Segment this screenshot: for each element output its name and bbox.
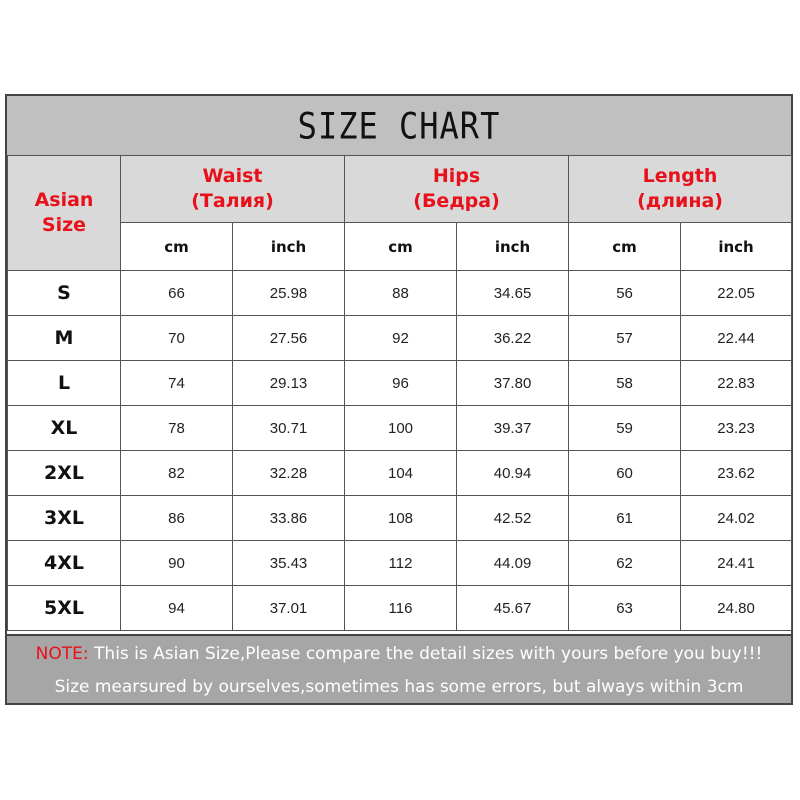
value-cell: 112: [345, 541, 457, 586]
note-line-2: Size mearsured by ourselves,sometimes has some errors, but always within 3cm: [54, 677, 744, 697]
value-cell: 94: [121, 586, 233, 631]
waist-header: [121, 156, 345, 223]
note-text: This is Asian Size,Please compare the detail sizes with yours before you buy!!!: [88, 644, 763, 664]
value-cell: 32.28: [233, 451, 345, 496]
unit-cell: inch: [233, 223, 345, 271]
table-row: [8, 361, 792, 406]
value-cell: 40.94: [457, 451, 569, 496]
value-cell: 116: [345, 586, 457, 631]
value-cell: 27.56: [233, 316, 345, 361]
value-cell: 37.80: [457, 361, 569, 406]
size-cell: 3XL: [8, 496, 121, 541]
value-cell: 86: [121, 496, 233, 541]
value-cell: 36.22: [457, 316, 569, 361]
value-cell: 24.41: [681, 541, 792, 586]
size-cell: L: [8, 361, 121, 406]
value-cell: 62: [569, 541, 681, 586]
table-row: [8, 316, 792, 361]
value-cell: 78: [121, 406, 233, 451]
table-row: [8, 586, 792, 631]
asian-size-header: [8, 156, 121, 271]
value-cell: 59: [569, 406, 681, 451]
unit-cell: cm: [345, 223, 457, 271]
size-cell: 4XL: [8, 541, 121, 586]
table-row: [8, 496, 792, 541]
size-cell: XL: [8, 406, 121, 451]
value-cell: 60: [569, 451, 681, 496]
size-cell: 2XL: [8, 451, 121, 496]
hips-sublabel: (Бедра): [413, 190, 500, 212]
hips-label: Hips: [432, 165, 481, 187]
size-cell: M: [8, 316, 121, 361]
waist-sublabel: (Талия): [191, 190, 274, 212]
value-cell: 90: [121, 541, 233, 586]
asian-size-label-line2: Size: [41, 214, 87, 236]
value-cell: 44.09: [457, 541, 569, 586]
length-header: [569, 156, 792, 223]
unit-cell: cm: [121, 223, 233, 271]
unit-cell: inch: [457, 223, 569, 271]
value-cell: 24.80: [681, 586, 792, 631]
value-cell: 22.83: [681, 361, 792, 406]
unit-row: [8, 223, 792, 271]
size-chart: [5, 94, 793, 705]
value-cell: 29.13: [233, 361, 345, 406]
value-cell: 96: [345, 361, 457, 406]
value-cell: 42.52: [457, 496, 569, 541]
unit-cell: cm: [569, 223, 681, 271]
hips-header: [345, 156, 569, 223]
value-cell: 70: [121, 316, 233, 361]
value-cell: 58: [569, 361, 681, 406]
value-cell: 88: [345, 271, 457, 316]
value-cell: 74: [121, 361, 233, 406]
unit-cell: inch: [681, 223, 792, 271]
chart-title: SIZE CHART: [297, 103, 501, 148]
value-cell: 23.62: [681, 451, 792, 496]
value-cell: 82: [121, 451, 233, 496]
table-row: [8, 451, 792, 496]
title-bar: [7, 96, 791, 157]
value-cell: 24.02: [681, 496, 792, 541]
value-cell: 23.23: [681, 406, 792, 451]
waist-label: Waist: [202, 165, 263, 187]
value-cell: 34.65: [457, 271, 569, 316]
value-cell: 22.44: [681, 316, 792, 361]
asian-size-label-line1: Asian: [34, 189, 94, 211]
value-cell: 30.71: [233, 406, 345, 451]
value-cell: 33.86: [233, 496, 345, 541]
value-cell: 56: [569, 271, 681, 316]
length-sublabel: (длина): [637, 190, 723, 212]
note-bar: [7, 634, 791, 703]
length-label: Length: [642, 165, 718, 187]
table-row: [8, 541, 792, 586]
value-cell: 37.01: [233, 586, 345, 631]
value-cell: 100: [345, 406, 457, 451]
value-cell: 61: [569, 496, 681, 541]
table-row: [8, 406, 792, 451]
value-cell: 108: [345, 496, 457, 541]
value-cell: 104: [345, 451, 457, 496]
value-cell: 39.37: [457, 406, 569, 451]
size-cell: S: [8, 271, 121, 316]
size-table: [7, 155, 792, 631]
note-line-1: [7, 644, 791, 664]
table-row: [8, 271, 792, 316]
note-label: NOTE:: [35, 644, 89, 664]
value-cell: 66: [121, 271, 233, 316]
value-cell: 92: [345, 316, 457, 361]
value-cell: 63: [569, 586, 681, 631]
value-cell: 22.05: [681, 271, 792, 316]
value-cell: 45.67: [457, 586, 569, 631]
value-cell: 35.43: [233, 541, 345, 586]
header-row: [8, 156, 792, 223]
value-cell: 57: [569, 316, 681, 361]
size-cell: 5XL: [8, 586, 121, 631]
value-cell: 25.98: [233, 271, 345, 316]
